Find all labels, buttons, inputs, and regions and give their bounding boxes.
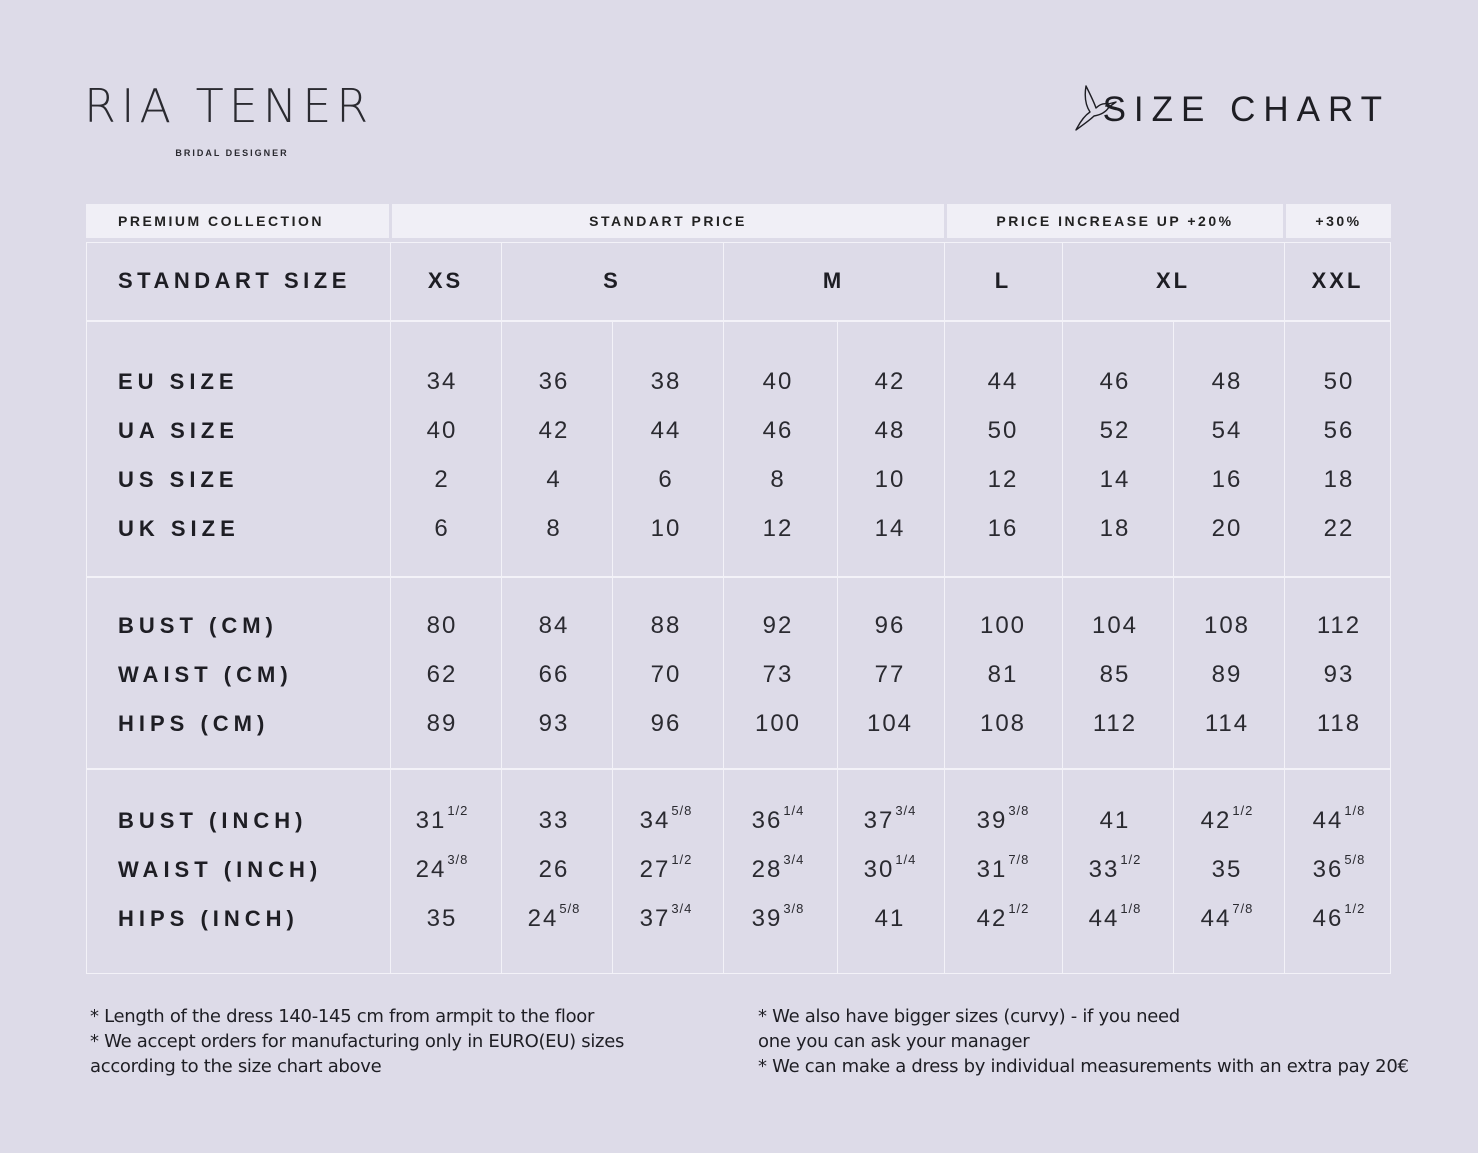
column-divider: [1062, 242, 1063, 974]
table-cell: 18: [1323, 466, 1355, 493]
column-divider: [612, 320, 613, 974]
cell-fraction: 3/8: [783, 901, 805, 916]
table-cell: 44: [987, 368, 1019, 395]
table-cell: [639, 852, 693, 884]
table-cell: [1200, 901, 1254, 933]
table-cell: 8: [770, 466, 786, 493]
table-cell: 6: [658, 466, 674, 493]
column-divider: [501, 242, 502, 974]
row-label: HIPS (INCH): [118, 906, 299, 931]
table-cell: 12: [987, 466, 1019, 493]
note-line: * We also have bigger sizes (curvy) - if you need: [758, 1006, 1180, 1027]
cell-fraction: 1/2: [1344, 901, 1366, 916]
table-cell: 73: [762, 661, 794, 688]
cell-fraction: 3/4: [671, 901, 693, 916]
brand-name: RIA TENER: [84, 79, 374, 133]
table-cell: 108: [979, 710, 1027, 737]
table-cell: 93: [538, 710, 570, 737]
table-cell: 56: [1323, 417, 1355, 444]
table-cell: 104: [866, 710, 914, 737]
cell-whole: 24: [415, 856, 447, 883]
table-cell: 118: [1316, 710, 1362, 737]
cell-whole: 24: [527, 905, 559, 932]
cell-fraction: 1/2: [1120, 852, 1142, 867]
table-cell: 42: [538, 417, 570, 444]
cell-fraction: 1/4: [895, 852, 917, 867]
table-cell: [751, 803, 805, 835]
column-divider: [390, 242, 391, 974]
note-line: one you can ask your manager: [758, 1031, 1030, 1052]
column-divider: [1284, 242, 1285, 974]
size-m: M: [822, 268, 845, 293]
table-cell: [427, 905, 458, 933]
table-cell: [539, 807, 570, 835]
row-label: UA SIZE: [118, 418, 239, 443]
column-divider: [837, 320, 838, 974]
table-cell: [639, 803, 693, 835]
table-cell: 96: [874, 612, 906, 639]
table-cell: [863, 852, 917, 884]
cell-whole: 36: [751, 807, 783, 834]
table-cell: 48: [1211, 368, 1243, 395]
table-cell: [1312, 901, 1366, 933]
cell-whole: 44: [1200, 905, 1232, 932]
row-label: WAIST (INCH): [118, 857, 323, 882]
cell-fraction: 5/8: [1344, 852, 1366, 867]
table-cell: 112: [1092, 710, 1138, 737]
row-label: WAIST (CM): [118, 662, 293, 687]
cell-whole: 39: [976, 807, 1008, 834]
table-cell: 16: [1211, 466, 1243, 493]
cell-whole: 33: [538, 807, 570, 834]
page-title: SIZE CHART: [1102, 90, 1390, 129]
table-cell: 34: [426, 368, 458, 395]
cell-whole: 41: [874, 905, 906, 932]
band-collection: PREMIUM COLLECTION: [86, 204, 389, 238]
band-plus-30: +30%: [1286, 204, 1391, 238]
table-cell: [539, 856, 570, 884]
note-line: according to the size chart above: [90, 1056, 382, 1077]
table-cell: 93: [1323, 661, 1355, 688]
table-cell: 80: [426, 612, 458, 639]
table-cell: 4: [546, 466, 562, 493]
cell-whole: 34: [639, 807, 671, 834]
table-cell: 40: [762, 368, 794, 395]
table-cell: 66: [538, 661, 570, 688]
cell-whole: 44: [1312, 807, 1344, 834]
table-cell: 46: [1099, 368, 1131, 395]
table-cell: [1212, 856, 1243, 884]
table-cell: 18: [1099, 515, 1131, 542]
table-cell: 12: [762, 515, 794, 542]
cell-whole: 37: [863, 807, 895, 834]
table-cell: 62: [426, 661, 458, 688]
size-xxl: XXL: [1311, 268, 1364, 293]
row-label: HIPS (CM): [118, 711, 270, 736]
table-cell: 85: [1099, 661, 1131, 688]
divider: [86, 768, 1391, 770]
divider: [86, 576, 1391, 578]
column-divider: [1173, 320, 1174, 974]
table-cell: 16: [987, 515, 1019, 542]
cell-fraction: 1/8: [1120, 901, 1142, 916]
table-cell: [1088, 901, 1142, 933]
table-cell: 14: [1099, 466, 1131, 493]
table-cell: [1100, 807, 1131, 835]
size-l: L: [994, 268, 1012, 293]
table-cell: [976, 901, 1030, 933]
table-cell: 2: [434, 466, 450, 493]
cell-whole: 42: [976, 905, 1008, 932]
cell-whole: 39: [751, 905, 783, 932]
cell-fraction: 7/8: [1232, 901, 1254, 916]
cell-whole: 31: [415, 807, 447, 834]
cell-whole: 27: [639, 856, 671, 883]
table-cell: 6: [434, 515, 450, 542]
size-xs: XS: [427, 268, 464, 293]
table-cell: [751, 852, 805, 884]
band-standart-price: STANDART PRICE: [392, 204, 944, 238]
table-cell: 52: [1099, 417, 1131, 444]
table-cell: 104: [1091, 612, 1139, 639]
cell-fraction: 1/2: [671, 852, 693, 867]
table-cell: 96: [650, 710, 682, 737]
cell-whole: 26: [538, 856, 570, 883]
table-cell: [415, 803, 469, 835]
column-divider: [723, 242, 724, 974]
cell-whole: 36: [1312, 856, 1344, 883]
cell-whole: 28: [751, 856, 783, 883]
table-cell: 77: [874, 661, 906, 688]
cell-fraction: 1/8: [1344, 803, 1366, 818]
table-cell: 44: [650, 417, 682, 444]
table-cell: 8: [546, 515, 562, 542]
table-cell: 14: [874, 515, 906, 542]
table-cell: 89: [426, 710, 458, 737]
brand-logo: [84, 80, 380, 158]
cell-whole: 41: [1099, 807, 1131, 834]
table-cell: [1312, 852, 1366, 884]
cell-fraction: 5/8: [671, 803, 693, 818]
table-cell: 88: [650, 612, 682, 639]
cell-fraction: 3/8: [447, 852, 469, 867]
cell-fraction: 5/8: [559, 901, 581, 916]
note-line: * Length of the dress 140-145 cm from armpit to the floor: [90, 1006, 595, 1027]
row-label: UK SIZE: [118, 516, 240, 541]
cell-whole: 46: [1312, 905, 1344, 932]
brand-subtitle: BRIDAL DESIGNER: [175, 148, 289, 158]
size-chart-table: [86, 204, 1391, 974]
note-line: * We accept orders for manufacturing only in EURO(EU) sizes: [90, 1031, 625, 1052]
column-divider: [944, 242, 945, 974]
table-cell: 36: [538, 368, 570, 395]
table-cell: 114: [1204, 710, 1250, 737]
cell-fraction: 3/8: [1008, 803, 1030, 818]
table-cell: 50: [1323, 368, 1355, 395]
table-cell: 84: [538, 612, 570, 639]
table-cell: [415, 852, 469, 884]
row-label: BUST (INCH): [118, 808, 308, 833]
table-cell: 20: [1211, 515, 1243, 542]
table-cell: 22: [1323, 515, 1355, 542]
table-cell: [976, 803, 1030, 835]
table-cell: 108: [1203, 612, 1251, 639]
table-cell: [875, 905, 906, 933]
cell-whole: 31: [976, 856, 1008, 883]
size-xl: XL: [1155, 268, 1191, 293]
table-cell: 112: [1316, 612, 1362, 639]
table-cell: 42: [874, 368, 906, 395]
table-cell: [1312, 803, 1366, 835]
table-cell: [1088, 852, 1142, 884]
divider: [86, 320, 1391, 322]
table-cell: 10: [874, 466, 906, 493]
table-cell: 38: [650, 368, 682, 395]
cell-fraction: 3/4: [783, 852, 805, 867]
cell-whole: 37: [639, 905, 671, 932]
row-label: BUST (CM): [118, 613, 278, 638]
cell-whole: 42: [1200, 807, 1232, 834]
table-cell: 46: [762, 417, 794, 444]
band-price-increase: PRICE INCREASE UP +20%: [947, 204, 1283, 238]
cell-fraction: 1/2: [1232, 803, 1254, 818]
cell-fraction: 1/2: [447, 803, 469, 818]
table-cell: 70: [650, 661, 682, 688]
table-cell: [976, 852, 1030, 884]
cell-fraction: 7/8: [1008, 852, 1030, 867]
table-cell: 54: [1211, 417, 1243, 444]
cell-whole: 44: [1088, 905, 1120, 932]
table-cell: [1200, 803, 1254, 835]
size-s: S: [603, 268, 621, 293]
table-cell: 100: [754, 710, 802, 737]
cell-whole: 30: [863, 856, 895, 883]
cell-whole: 33: [1088, 856, 1120, 883]
table-cell: [527, 901, 581, 933]
table-cell: 48: [874, 417, 906, 444]
table-cell: 40: [426, 417, 458, 444]
cell-whole: 35: [1211, 856, 1243, 883]
table-cell: 100: [979, 612, 1027, 639]
notes-right: [758, 1004, 1409, 1079]
row-label: US SIZE: [118, 467, 239, 492]
table-cell: [863, 803, 917, 835]
cell-fraction: 1/2: [1008, 901, 1030, 916]
table-cell: 10: [650, 515, 682, 542]
notes-left: [90, 1004, 624, 1079]
table-cell: [639, 901, 693, 933]
standart-size-label: STANDART SIZE: [118, 268, 351, 293]
cell-fraction: 1/4: [783, 803, 805, 818]
row-label: EU SIZE: [118, 369, 239, 394]
table-cell: 89: [1211, 661, 1243, 688]
note-line: * We can make a dress by individual measurements with an extra pay 20€: [758, 1056, 1409, 1077]
table-cell: 50: [987, 417, 1019, 444]
cell-fraction: 3/4: [895, 803, 917, 818]
table-cell: 92: [762, 612, 794, 639]
table-cell: 81: [987, 661, 1019, 688]
cell-whole: 35: [426, 905, 458, 932]
table-cell: [751, 901, 805, 933]
